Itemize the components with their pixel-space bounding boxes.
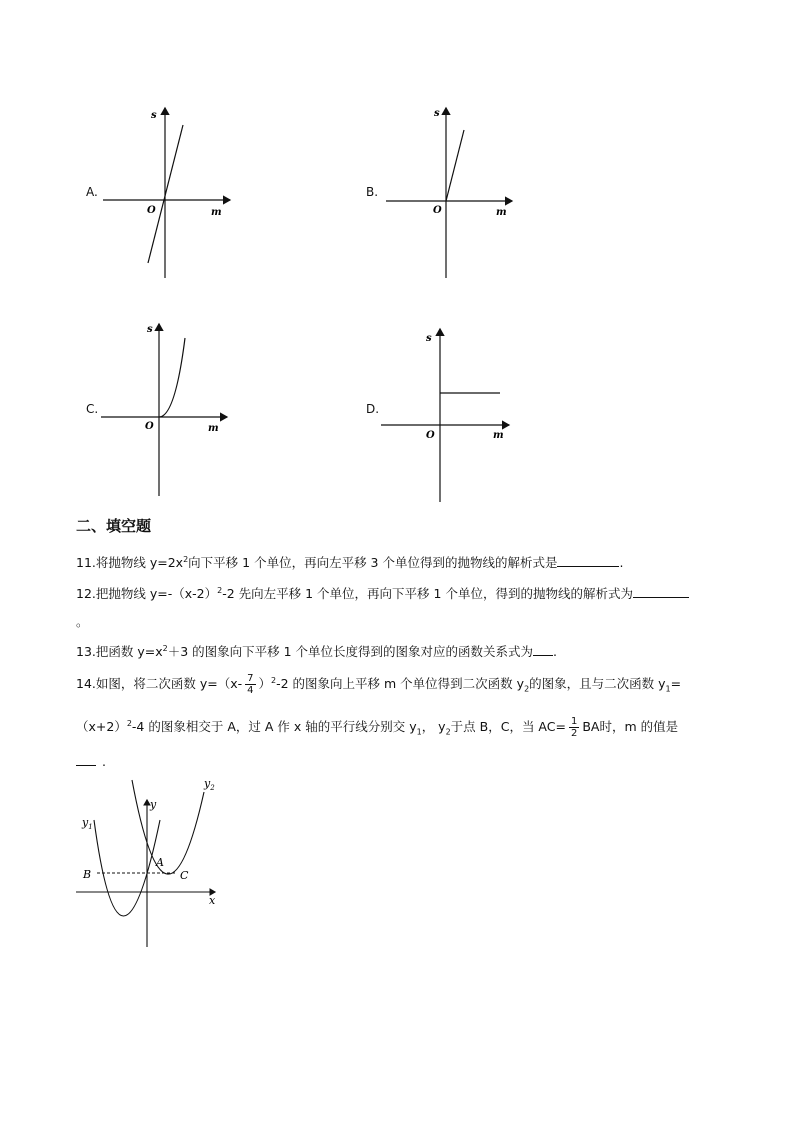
parabola-y1 — [94, 820, 160, 916]
axis-m-label: m — [208, 423, 219, 434]
option-b-graph — [380, 100, 530, 285]
question-14-figure — [70, 772, 230, 952]
label-a: A — [156, 856, 164, 869]
option-a-letter: A. — [86, 185, 98, 199]
label-c: C — [180, 869, 189, 882]
question-14-line-1: 14.如图，将二次函数 y=（x- $\frac{7}{4}$ ）$^2$-2 的图象向上平移 m 个单位得到二次函数 $y_2$的图象，且与二次函数 $y_1=$ — [76, 673, 682, 696]
option-a-graph — [95, 100, 245, 285]
option-b-letter: B. — [366, 185, 379, 199]
option-d-letter: D. — [366, 402, 380, 416]
answer-blank[interactable] — [76, 753, 96, 766]
axis-s-label: s — [151, 110, 157, 121]
fraction: $\frac{1}{2}$ — [570, 716, 578, 739]
section-title: 二、填空题 — [76, 517, 152, 535]
fraction: $\frac{7}{4}$ — [247, 673, 254, 696]
question-12-end: 。 — [76, 614, 89, 629]
graph-ray — [446, 130, 464, 201]
axis-s-label: s — [434, 108, 440, 119]
axis-s-label: s — [147, 324, 153, 335]
answer-blank[interactable] — [633, 585, 689, 598]
graph-curve — [159, 338, 185, 417]
axis-m-label: m — [493, 430, 504, 441]
origin-label: O — [433, 205, 442, 216]
option-c-letter: C. — [86, 402, 99, 416]
axis-m-label: m — [211, 207, 222, 218]
origin-label: O — [145, 421, 154, 432]
question-14-line-2: $(x+2)^2-4$ 的图象相交于 A，过 A 作 x 轴的平行线分别交 $y_1$， $y_2$于点 B，C，当 AC= $\frac{1}{2}$ BA时，m 的值是 — [76, 716, 679, 739]
question-12: 12.把抛物线 $y=-(x-2)^2-2$ 先向左平移 1 个单位，再向下平移 1 个单位，得到的抛物线的解析式为 — [76, 584, 689, 602]
label-y1: $y_1$ — [82, 816, 93, 831]
option-d-graph — [375, 325, 525, 505]
parabola-y2 — [132, 780, 204, 874]
label-b: B — [83, 868, 92, 881]
question-11: 11.将抛物线 $y=2x^2$向下平移 1 个单位，再向左平移 3 个单位得到的抛物线的解析式是 . — [76, 554, 624, 570]
answer-blank[interactable] — [533, 643, 553, 656]
question-13: 13.把函数 $y=x^2+3$ 的图象向下平移 1 个单位长度得到的图象对应的函数关系式为 . — [76, 643, 558, 659]
axis-s-label: s — [426, 333, 432, 344]
option-c-graph — [95, 318, 245, 503]
label-y2: $y_2$ — [204, 777, 215, 792]
question-14-line-3: . — [76, 753, 106, 769]
origin-label: O — [147, 205, 156, 216]
answer-blank[interactable] — [557, 554, 619, 567]
label-x-axis: x — [209, 894, 216, 907]
origin-label: O — [426, 430, 435, 441]
label-y-axis: y — [150, 798, 157, 811]
axis-m-label: m — [496, 207, 507, 218]
